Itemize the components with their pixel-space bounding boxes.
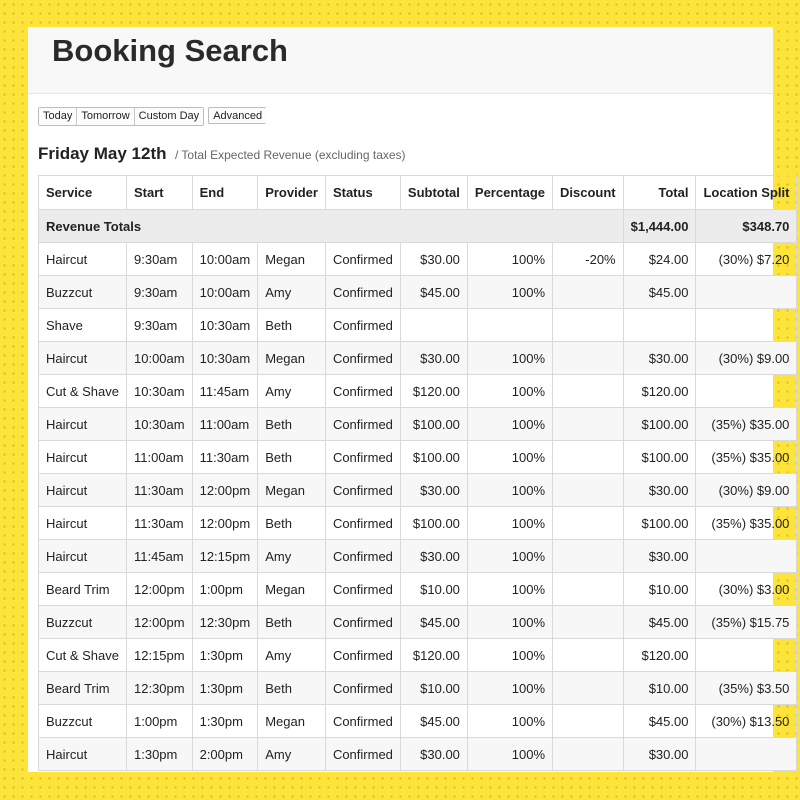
advanced-button[interactable]: Advanced xyxy=(208,107,266,124)
cell-provider: Megan xyxy=(258,705,326,738)
table-row[interactable] xyxy=(39,705,797,738)
cell-provider: Amy xyxy=(258,639,326,672)
cell-end: 1:30pm xyxy=(192,639,258,672)
cell-service: Haircut xyxy=(39,507,127,540)
cell-location-split: (35%) $35.00 xyxy=(696,507,797,540)
cell-subtotal: $30.00 xyxy=(400,540,467,573)
cell-location-split xyxy=(696,540,797,573)
cell-location-split: (30%) $13.50 xyxy=(696,705,797,738)
cell-service: Shave xyxy=(39,309,127,342)
revenue-totals-row xyxy=(39,210,797,243)
cell-percentage: 100% xyxy=(467,441,552,474)
cell-total: $24.00 xyxy=(623,243,696,276)
cell-total: $100.00 xyxy=(623,507,696,540)
cell-subtotal: $30.00 xyxy=(400,243,467,276)
cell-status: Confirmed xyxy=(325,375,400,408)
page-title: Booking Search xyxy=(52,33,288,68)
cell-status: Confirmed xyxy=(325,639,400,672)
cell-service: Buzzcut xyxy=(39,606,127,639)
cell-discount xyxy=(553,309,624,342)
cell-location-split xyxy=(696,375,797,408)
cell-discount xyxy=(553,573,624,606)
cell-percentage: 100% xyxy=(467,573,552,606)
cell-start: 12:30pm xyxy=(127,672,193,705)
cell-discount xyxy=(553,606,624,639)
cell-start: 9:30am xyxy=(127,309,193,342)
cell-total: $45.00 xyxy=(623,606,696,639)
cell-provider: Amy xyxy=(258,276,326,309)
cell-percentage: 100% xyxy=(467,276,552,309)
cell-percentage: 100% xyxy=(467,672,552,705)
cell-end: 11:00am xyxy=(192,408,258,441)
cell-total: $30.00 xyxy=(623,738,696,771)
bookings-table-container xyxy=(38,175,797,771)
cell-percentage: 100% xyxy=(467,375,552,408)
cell-provider: Amy xyxy=(258,738,326,771)
table-row[interactable] xyxy=(39,738,797,771)
cell-subtotal: $30.00 xyxy=(400,342,467,375)
cell-service: Beard Trim xyxy=(39,573,127,606)
cell-service: Haircut xyxy=(39,738,127,771)
cell-end: 11:30am xyxy=(192,441,258,474)
cell-discount xyxy=(553,441,624,474)
cell-service: Beard Trim xyxy=(39,672,127,705)
cell-total: $30.00 xyxy=(623,474,696,507)
cell-end: 12:30pm xyxy=(192,606,258,639)
table-row[interactable] xyxy=(39,606,797,639)
column-header-location-split[interactable]: Location Split xyxy=(696,176,797,210)
cell-start: 10:30am xyxy=(127,375,193,408)
cell-status: Confirmed xyxy=(325,441,400,474)
day-filter-toolbar xyxy=(38,107,266,126)
cell-discount xyxy=(553,738,624,771)
cell-location-split: (35%) $3.50 xyxy=(696,672,797,705)
booking-panel xyxy=(28,27,790,772)
cell-end: 12:15pm xyxy=(192,540,258,573)
cell-end: 10:00am xyxy=(192,276,258,309)
cell-total: $100.00 xyxy=(623,408,696,441)
table-row[interactable] xyxy=(39,441,797,474)
cell-total: $45.00 xyxy=(623,276,696,309)
cell-provider: Megan xyxy=(258,342,326,375)
cell-start: 12:15pm xyxy=(127,639,193,672)
cell-subtotal: $45.00 xyxy=(400,606,467,639)
cell-service: Haircut xyxy=(39,342,127,375)
cell-subtotal: $45.00 xyxy=(400,705,467,738)
cell-start: 10:30am xyxy=(127,408,193,441)
column-header-discount[interactable]: Discount xyxy=(553,176,624,210)
cell-subtotal xyxy=(400,309,467,342)
cell-start: 11:45am xyxy=(127,540,193,573)
cell-percentage xyxy=(467,309,552,342)
cell-discount xyxy=(553,540,624,573)
cell-provider: Beth xyxy=(258,441,326,474)
cell-location-split xyxy=(696,738,797,771)
cell-discount: -20% xyxy=(553,243,624,276)
cell-provider: Beth xyxy=(258,408,326,441)
cell-location-split: (35%) $35.00 xyxy=(696,408,797,441)
cell-end: 12:00pm xyxy=(192,507,258,540)
day-subtitle: / Total Expected Revenue (excluding taxes) xyxy=(174,148,406,162)
cell-subtotal: $100.00 xyxy=(400,408,467,441)
cell-end: 1:30pm xyxy=(192,672,258,705)
cell-start: 1:30pm xyxy=(127,738,193,771)
cell-location-split xyxy=(696,309,797,342)
cell-percentage: 100% xyxy=(467,738,552,771)
cell-service: Cut & Shave xyxy=(39,639,127,672)
cell-total: $30.00 xyxy=(623,540,696,573)
cell-provider: Beth xyxy=(258,507,326,540)
cell-subtotal: $100.00 xyxy=(400,507,467,540)
table-row[interactable] xyxy=(39,672,797,705)
column-header-total[interactable]: Total xyxy=(623,176,696,210)
cell-total: $120.00 xyxy=(623,375,696,408)
cell-provider: Beth xyxy=(258,309,326,342)
cell-start: 9:30am xyxy=(127,243,193,276)
cell-location-split xyxy=(696,639,797,672)
custom-day-button[interactable]: Custom Day xyxy=(135,108,204,125)
cell-total xyxy=(623,309,696,342)
cell-percentage: 100% xyxy=(467,243,552,276)
day-title: Friday May 12th xyxy=(38,144,167,163)
cell-start: 12:00pm xyxy=(127,573,193,606)
table-row[interactable] xyxy=(39,309,797,342)
cell-discount xyxy=(553,705,624,738)
cell-percentage: 100% xyxy=(467,540,552,573)
cell-discount xyxy=(553,639,624,672)
bookings-table xyxy=(38,175,797,771)
cell-subtotal: $30.00 xyxy=(400,738,467,771)
table-row[interactable] xyxy=(39,639,797,672)
cell-status: Confirmed xyxy=(325,672,400,705)
cell-total: $120.00 xyxy=(623,639,696,672)
cell-start: 11:00am xyxy=(127,441,193,474)
day-heading xyxy=(38,144,406,164)
column-header-start[interactable]: Start xyxy=(127,176,193,210)
cell-percentage: 100% xyxy=(467,408,552,441)
cell-end: 11:45am xyxy=(192,375,258,408)
cell-service: Haircut xyxy=(39,540,127,573)
cell-start: 11:30am xyxy=(127,507,193,540)
table-row[interactable] xyxy=(39,375,797,408)
cell-service: Haircut xyxy=(39,474,127,507)
revenue-totals-total: $1,444.00 xyxy=(623,210,696,243)
cell-start: 10:00am xyxy=(127,342,193,375)
cell-percentage: 100% xyxy=(467,606,552,639)
cell-percentage: 100% xyxy=(467,639,552,672)
cell-status: Confirmed xyxy=(325,705,400,738)
table-row[interactable] xyxy=(39,276,797,309)
cell-location-split: (30%) $7.20 xyxy=(696,243,797,276)
cell-end: 12:00pm xyxy=(192,474,258,507)
cell-discount xyxy=(553,276,624,309)
cell-start: 11:30am xyxy=(127,474,193,507)
cell-subtotal: $10.00 xyxy=(400,573,467,606)
cell-percentage: 100% xyxy=(467,507,552,540)
cell-provider: Amy xyxy=(258,375,326,408)
column-header-percentage[interactable]: Percentage xyxy=(467,176,552,210)
cell-provider: Megan xyxy=(258,243,326,276)
column-header-end[interactable]: End xyxy=(192,176,258,210)
cell-subtotal: $100.00 xyxy=(400,441,467,474)
cell-location-split: (30%) $3.00 xyxy=(696,573,797,606)
cell-discount xyxy=(553,672,624,705)
cell-end: 10:30am xyxy=(192,309,258,342)
column-header-status[interactable]: Status xyxy=(325,176,400,210)
cell-start: 9:30am xyxy=(127,276,193,309)
cell-start: 12:00pm xyxy=(127,606,193,639)
cell-subtotal: $120.00 xyxy=(400,375,467,408)
cell-status: Confirmed xyxy=(325,309,400,342)
cell-end: 10:30am xyxy=(192,342,258,375)
cell-location-split xyxy=(696,276,797,309)
cell-status: Confirmed xyxy=(325,738,400,771)
cell-service: Haircut xyxy=(39,408,127,441)
cell-end: 1:00pm xyxy=(192,573,258,606)
cell-discount xyxy=(553,342,624,375)
cell-total: $10.00 xyxy=(623,672,696,705)
cell-discount xyxy=(553,474,624,507)
cell-subtotal: $10.00 xyxy=(400,672,467,705)
cell-subtotal: $30.00 xyxy=(400,474,467,507)
cell-provider: Megan xyxy=(258,573,326,606)
cell-end: 10:00am xyxy=(192,243,258,276)
cell-provider: Beth xyxy=(258,606,326,639)
cell-provider: Megan xyxy=(258,474,326,507)
table-row[interactable] xyxy=(39,474,797,507)
column-header-provider[interactable]: Provider xyxy=(258,176,326,210)
cell-status: Confirmed xyxy=(325,474,400,507)
cell-status: Confirmed xyxy=(325,342,400,375)
cell-status: Confirmed xyxy=(325,507,400,540)
cell-service: Cut & Shave xyxy=(39,375,127,408)
column-header-subtotal[interactable]: Subtotal xyxy=(400,176,467,210)
day-button-group xyxy=(38,107,204,126)
cell-total: $45.00 xyxy=(623,705,696,738)
cell-discount xyxy=(553,408,624,441)
cell-start: 1:00pm xyxy=(127,705,193,738)
cell-percentage: 100% xyxy=(467,705,552,738)
cell-percentage: 100% xyxy=(467,342,552,375)
cell-total: $10.00 xyxy=(623,573,696,606)
table-row[interactable] xyxy=(39,507,797,540)
cell-status: Confirmed xyxy=(325,276,400,309)
cell-subtotal: $45.00 xyxy=(400,276,467,309)
cell-end: 1:30pm xyxy=(192,705,258,738)
cell-percentage: 100% xyxy=(467,474,552,507)
table-row[interactable] xyxy=(39,243,797,276)
table-row[interactable] xyxy=(39,540,797,573)
today-button[interactable]: Today xyxy=(39,108,77,125)
cell-service: Haircut xyxy=(39,441,127,474)
cell-provider: Beth xyxy=(258,672,326,705)
table-header-row xyxy=(39,176,797,210)
cell-discount xyxy=(553,375,624,408)
tomorrow-button[interactable]: Tomorrow xyxy=(77,108,134,125)
cell-status: Confirmed xyxy=(325,573,400,606)
cell-location-split: (35%) $35.00 xyxy=(696,441,797,474)
cell-end: 2:00pm xyxy=(192,738,258,771)
cell-discount xyxy=(553,507,624,540)
cell-status: Confirmed xyxy=(325,408,400,441)
cell-status: Confirmed xyxy=(325,606,400,639)
cell-total: $30.00 xyxy=(623,342,696,375)
cell-location-split: (30%) $9.00 xyxy=(696,474,797,507)
cell-service: Buzzcut xyxy=(39,276,127,309)
page-header xyxy=(28,27,773,94)
table-row[interactable] xyxy=(39,342,797,375)
cell-location-split: (30%) $9.00 xyxy=(696,342,797,375)
cell-status: Confirmed xyxy=(325,540,400,573)
table-row[interactable] xyxy=(39,408,797,441)
column-header-service[interactable]: Service xyxy=(39,176,127,210)
cell-total: $100.00 xyxy=(623,441,696,474)
cell-service: Haircut xyxy=(39,243,127,276)
cell-status: Confirmed xyxy=(325,243,400,276)
table-row[interactable] xyxy=(39,573,797,606)
cell-subtotal: $120.00 xyxy=(400,639,467,672)
cell-provider: Amy xyxy=(258,540,326,573)
cell-service: Buzzcut xyxy=(39,705,127,738)
cell-location-split: (35%) $15.75 xyxy=(696,606,797,639)
revenue-totals-label: Revenue Totals xyxy=(39,210,624,243)
revenue-totals-location-split: $348.70 xyxy=(696,210,797,243)
